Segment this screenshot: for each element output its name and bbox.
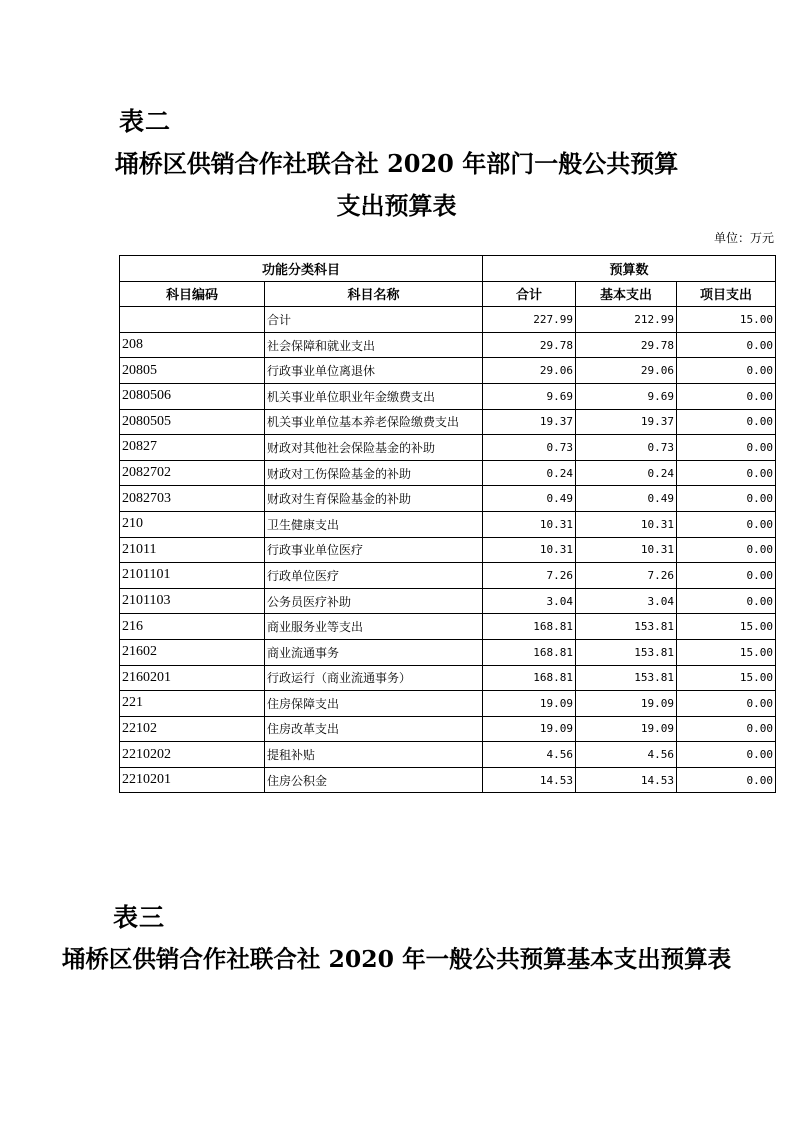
- row-project: 0.00: [677, 742, 776, 768]
- row-code: 221: [120, 691, 265, 717]
- header-budget-amount: 预算数: [483, 256, 776, 282]
- row-name: 社会保障和就业支出: [265, 332, 483, 358]
- row-basic: 10.31: [576, 537, 677, 563]
- row-basic: 0.24: [576, 460, 677, 486]
- row-code: [120, 307, 265, 333]
- row-basic: 19.09: [576, 716, 677, 742]
- row-code: 21011: [120, 537, 265, 563]
- row-basic: 3.04: [576, 588, 677, 614]
- row-name: 住房公积金: [265, 767, 483, 793]
- row-code: 2210202: [120, 742, 265, 768]
- row-total: 14.53: [483, 767, 576, 793]
- row-total: 10.31: [483, 537, 576, 563]
- header-basic: 基本支出: [576, 281, 677, 307]
- row-code: 21602: [120, 639, 265, 665]
- table2-title-line2: 支出预算表: [336, 191, 457, 220]
- table-row: [120, 511, 776, 537]
- table2-label: 表二: [119, 107, 172, 136]
- row-total: 29.06: [483, 358, 576, 384]
- table3-title: 埇桥区供销合作社联合社 2020 年一般公共预算基本支出预算表: [61, 945, 732, 973]
- row-project: 0.00: [677, 511, 776, 537]
- row-basic: 212.99: [576, 307, 677, 333]
- row-name: 行政事业单位离退休: [265, 358, 483, 384]
- row-project: 0.00: [677, 383, 776, 409]
- row-project: 0.00: [677, 767, 776, 793]
- row-project: 0.00: [677, 435, 776, 461]
- table-row: [120, 383, 776, 409]
- row-name: 财政对工伤保险基金的补助: [265, 460, 483, 486]
- row-basic: 0.49: [576, 486, 677, 512]
- row-basic: 7.26: [576, 563, 677, 589]
- row-name: 提租补贴: [265, 742, 483, 768]
- row-code: 210: [120, 511, 265, 537]
- table-header-row: [120, 281, 776, 307]
- row-code: 208: [120, 332, 265, 358]
- table-row: [120, 588, 776, 614]
- row-name: 商业服务业等支出: [265, 614, 483, 640]
- row-code: 2080506: [120, 383, 265, 409]
- row-name: 行政单位医疗: [265, 563, 483, 589]
- row-project: 15.00: [677, 639, 776, 665]
- budget-table: [119, 255, 776, 793]
- row-code: 2160201: [120, 665, 265, 691]
- row-name: 机关事业单位职业年金缴费支出: [265, 383, 483, 409]
- row-project: 0.00: [677, 409, 776, 435]
- table3-label: 表三: [113, 903, 166, 932]
- row-name: 行政事业单位医疗: [265, 537, 483, 563]
- row-code: 2210201: [120, 767, 265, 793]
- table-row: [120, 742, 776, 768]
- row-basic: 29.06: [576, 358, 677, 384]
- row-basic: 29.78: [576, 332, 677, 358]
- row-code: 20805: [120, 358, 265, 384]
- row-project: 0.00: [677, 358, 776, 384]
- table-row: [120, 614, 776, 640]
- table-row: [120, 767, 776, 793]
- unit-note: 单位：万元: [713, 231, 774, 245]
- row-name: 住房保障支出: [265, 691, 483, 717]
- row-basic: 9.69: [576, 383, 677, 409]
- row-project: 0.00: [677, 588, 776, 614]
- row-basic: 10.31: [576, 511, 677, 537]
- row-code: 22102: [120, 716, 265, 742]
- row-basic: 153.81: [576, 665, 677, 691]
- row-project: 0.00: [677, 563, 776, 589]
- row-code: 2082702: [120, 460, 265, 486]
- row-total: 0.73: [483, 435, 576, 461]
- row-total: 10.31: [483, 511, 576, 537]
- row-total: 168.81: [483, 639, 576, 665]
- row-name: 财政对生育保险基金的补助: [265, 486, 483, 512]
- row-total: 0.49: [483, 486, 576, 512]
- row-total: 3.04: [483, 588, 576, 614]
- row-project: 0.00: [677, 716, 776, 742]
- table-row: [120, 537, 776, 563]
- header-project: 项目支出: [677, 281, 776, 307]
- row-project: 15.00: [677, 614, 776, 640]
- row-total: 19.37: [483, 409, 576, 435]
- row-project: 0.00: [677, 460, 776, 486]
- row-name: 财政对其他社会保险基金的补助: [265, 435, 483, 461]
- row-project: 15.00: [677, 665, 776, 691]
- row-name: 卫生健康支出: [265, 511, 483, 537]
- row-basic: 4.56: [576, 742, 677, 768]
- row-name: 住房改革支出: [265, 716, 483, 742]
- row-total: 0.24: [483, 460, 576, 486]
- row-basic: 19.37: [576, 409, 677, 435]
- row-project: 15.00: [677, 307, 776, 333]
- row-total: 19.09: [483, 691, 576, 717]
- row-code: 2080505: [120, 409, 265, 435]
- row-total: 168.81: [483, 614, 576, 640]
- table-row: [120, 460, 776, 486]
- header-name: 科目名称: [265, 281, 483, 307]
- row-basic: 153.81: [576, 639, 677, 665]
- row-total: 19.09: [483, 716, 576, 742]
- row-code: 2101101: [120, 563, 265, 589]
- table-row: [120, 691, 776, 717]
- row-project: 0.00: [677, 486, 776, 512]
- header-total: 合计: [483, 281, 576, 307]
- row-total: 7.26: [483, 563, 576, 589]
- row-name: 公务员医疗补助: [265, 588, 483, 614]
- table-row: [120, 435, 776, 461]
- row-project: 0.00: [677, 332, 776, 358]
- row-project: 0.00: [677, 537, 776, 563]
- row-code: 2101103: [120, 588, 265, 614]
- table-header-group-row: [120, 256, 776, 282]
- row-name: 行政运行（商业流通事务）: [265, 665, 483, 691]
- row-code: 20827: [120, 435, 265, 461]
- table-row: [120, 716, 776, 742]
- row-total: 168.81: [483, 665, 576, 691]
- row-total: 4.56: [483, 742, 576, 768]
- table-row: [120, 639, 776, 665]
- row-total: 29.78: [483, 332, 576, 358]
- table2-title-line1: 埇桥区供销合作社联合社 2020 年部门一般公共预算: [114, 149, 679, 178]
- row-total: 9.69: [483, 383, 576, 409]
- table-row: [120, 358, 776, 384]
- table-row: [120, 307, 776, 333]
- row-basic: 153.81: [576, 614, 677, 640]
- row-name: 合计: [265, 307, 483, 333]
- header-function-class: 功能分类科目: [120, 256, 483, 282]
- row-code: 216: [120, 614, 265, 640]
- row-project: 0.00: [677, 691, 776, 717]
- row-total: 227.99: [483, 307, 576, 333]
- row-basic: 19.09: [576, 691, 677, 717]
- table-row: [120, 563, 776, 589]
- table-row: [120, 665, 776, 691]
- header-code: 科目编码: [120, 281, 265, 307]
- table-row: [120, 409, 776, 435]
- row-code: 2082703: [120, 486, 265, 512]
- table-row: [120, 486, 776, 512]
- table-row: [120, 332, 776, 358]
- row-name: 商业流通事务: [265, 639, 483, 665]
- row-name: 机关事业单位基本养老保险缴费支出: [265, 409, 483, 435]
- row-basic: 0.73: [576, 435, 677, 461]
- row-basic: 14.53: [576, 767, 677, 793]
